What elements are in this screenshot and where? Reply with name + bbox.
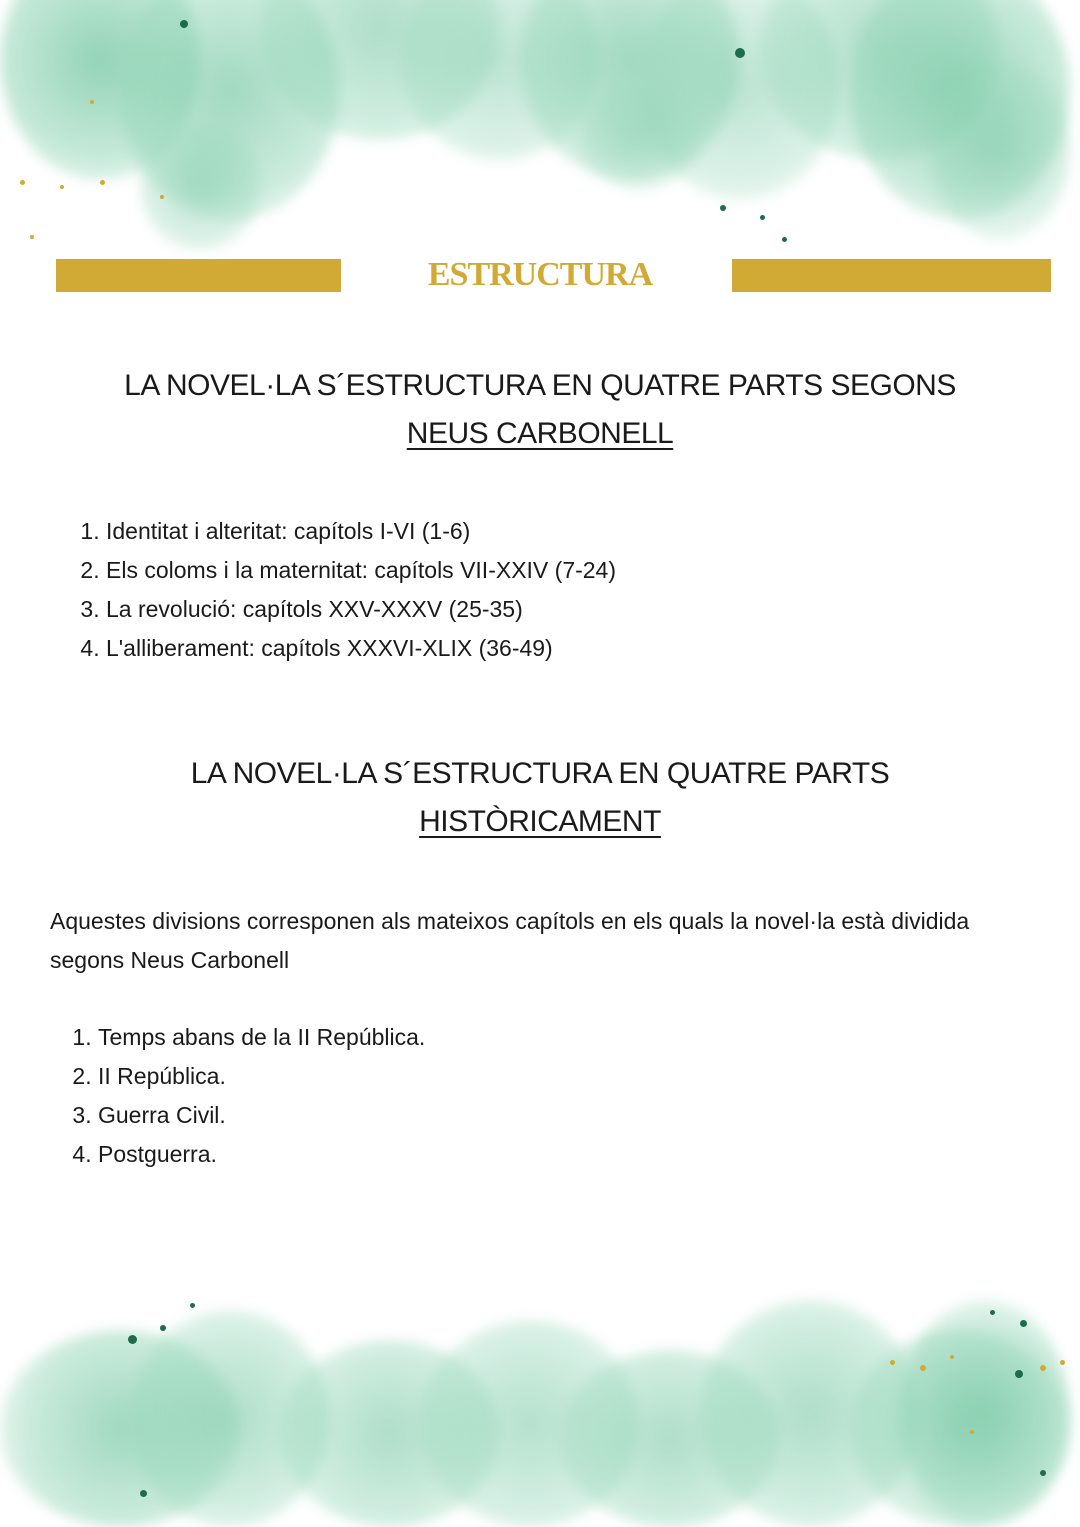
- section2-heading: [0, 750, 1080, 846]
- title-bar-right: [732, 259, 1051, 292]
- paint-splatter-dot: [30, 235, 34, 239]
- paint-splatter-dot: [1020, 1320, 1027, 1327]
- heading-text: LA NOVEL·LA S´ESTRUCTURA EN QUATRE PARTS SEGONS: [124, 369, 956, 402]
- paint-splatter-dot: [180, 20, 188, 28]
- list-item: 3. La revolució: capítols XXV-XXXV (25-35): [106, 590, 616, 629]
- list-item: 1. Temps abans de la II República.: [98, 1018, 425, 1057]
- paint-splatter-dot: [1060, 1360, 1065, 1365]
- list-item: 2. II República.: [98, 1057, 425, 1096]
- watercolor-blob: [930, 60, 1070, 240]
- paint-splatter-dot: [160, 195, 164, 199]
- watercolor-bottom-decoration: [0, 1270, 1080, 1527]
- section1-heading: [0, 362, 1080, 458]
- paint-splatter-dot: [990, 1310, 995, 1315]
- paint-splatter-dot: [90, 100, 94, 104]
- paint-splatter-dot: [890, 1360, 895, 1365]
- paint-splatter-dot: [950, 1355, 954, 1359]
- watercolor-blob: [580, 80, 700, 190]
- watercolor-blob: [140, 120, 260, 250]
- section2-paragraph: Aquestes divisions corresponen als mateixos capítols en els quals la novel·la està dividida segons Neus Carbonell: [50, 908, 970, 973]
- title-bar-left: [56, 259, 341, 292]
- paint-splatter-dot: [735, 48, 745, 58]
- list-item: 4. Postguerra.: [98, 1135, 425, 1174]
- list-item: 3. Guerra Civil.: [98, 1096, 425, 1135]
- list-item: 2. Els coloms i la maternitat: capítols VII-XXIV (7-24): [106, 551, 616, 590]
- heading-underlined: HISTÒRICAMENT: [419, 805, 661, 838]
- watercolor-blob: [900, 1300, 1070, 1527]
- paint-splatter-dot: [190, 1303, 195, 1308]
- paint-splatter-dot: [920, 1365, 926, 1371]
- list-item: 1. Identitat i alteritat: capítols I-VI (1-6): [106, 512, 616, 551]
- paint-splatter-dot: [720, 205, 726, 211]
- paint-splatter-dot: [140, 1490, 147, 1497]
- heading-underlined: NEUS CARBONELL: [406, 417, 674, 450]
- section2-list: [72, 1018, 425, 1174]
- paint-splatter-dot: [1040, 1365, 1046, 1371]
- paint-splatter-dot: [760, 215, 765, 220]
- page-title: ESTRUCTURA: [427, 256, 653, 293]
- section1-list: [72, 512, 616, 668]
- list-item: 4. L'alliberament: capítols XXXVI-XLIX (36-49): [106, 629, 616, 668]
- paint-splatter-dot: [100, 180, 105, 185]
- paint-splatter-dot: [60, 185, 64, 189]
- paint-splatter-dot: [782, 237, 787, 242]
- paint-splatter-dot: [1015, 1370, 1023, 1378]
- paint-splatter-dot: [160, 1325, 166, 1331]
- paint-splatter-dot: [970, 1430, 974, 1434]
- paint-splatter-dot: [1040, 1470, 1046, 1476]
- paint-splatter-dot: [20, 180, 25, 185]
- heading-text: LA NOVEL·LA S´ESTRUCTURA EN QUATRE PARTS: [190, 757, 890, 790]
- paint-splatter-dot: [128, 1335, 137, 1344]
- watercolor-top-decoration: [0, 0, 1080, 260]
